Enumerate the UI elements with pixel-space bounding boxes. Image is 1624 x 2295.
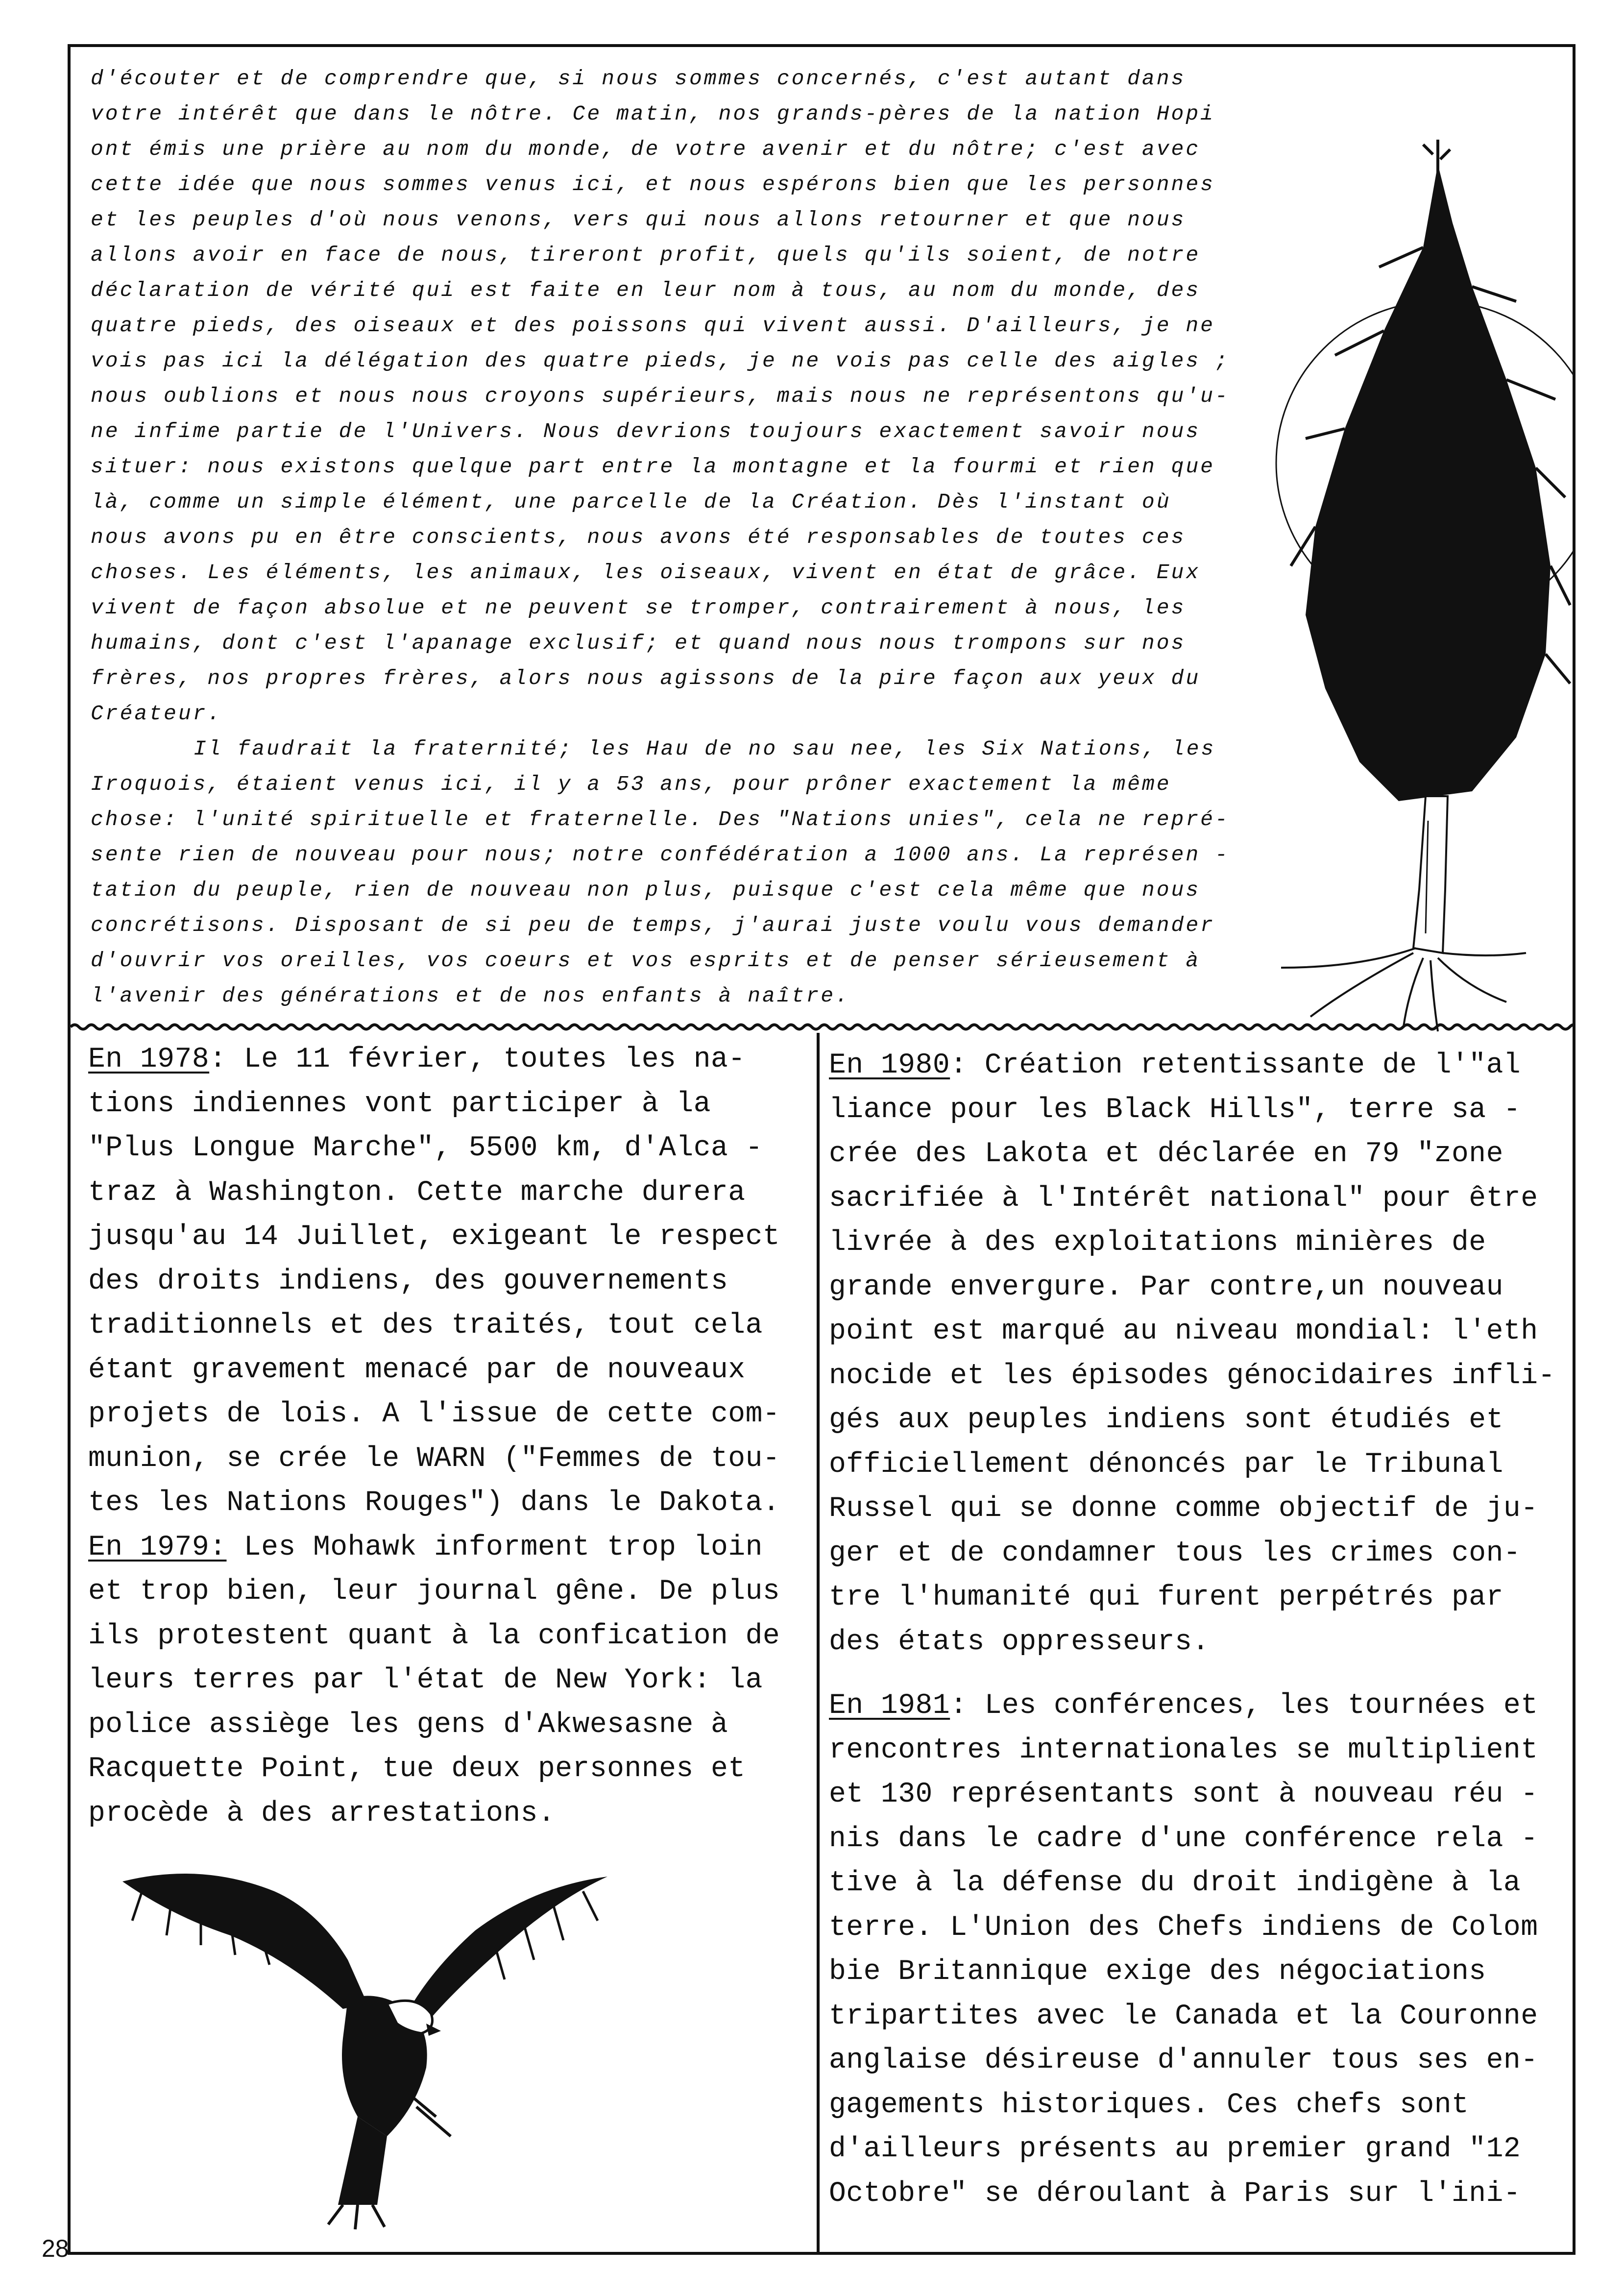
speech-section xyxy=(71,51,1570,1034)
text-line: terre. L'Union des Chefs indiens de Colom xyxy=(829,1911,1538,1944)
text-line: tions indiennes vont participer à la xyxy=(88,1088,711,1120)
text-line: Il faudrait la fraternité; les Hau de no sau nee, les Six Nations, les xyxy=(194,737,1216,761)
entry-1979-lines xyxy=(88,1570,803,1836)
text-line: et 130 représentants sont à nouveau réu - xyxy=(829,1779,1538,1810)
text-line: des droits indiens, des gouvernements xyxy=(88,1265,728,1297)
entry-date: En 1978 xyxy=(88,1044,210,1075)
text-line: là, comme un simple élément, une parcelle de la Création. Dès l'instant où xyxy=(91,490,1171,514)
text-line: votre intérêt que dans le nôtre. Ce matin, nos grands-pères de la nation Hopi xyxy=(91,102,1215,126)
entry-text: Les Mohawk informent trop loin xyxy=(226,1531,763,1563)
text-line: d'ouvrir vos oreilles, vos coeurs et vos esprits et de penser sérieusement à xyxy=(91,949,1201,973)
text-line: liance pour les Black Hills", terre sa - xyxy=(829,1094,1521,1126)
text-line: d'écouter et de comprendre que, si nous sommes concernés, c'est autant dans xyxy=(91,67,1186,91)
text-line: ils protestent quant à la confication de xyxy=(88,1620,780,1652)
text-line: leurs terres par l'état de New York: la xyxy=(88,1664,763,1696)
text-line: nous avons pu en être conscients, nous avons été responsables de toutes ces xyxy=(91,525,1186,549)
text-line: choses. Les éléments, les animaux, les oiseaux, vivent en état de grâce. Eux xyxy=(91,561,1201,585)
entry-text: : Le 11 février, toutes les na- xyxy=(209,1044,746,1075)
eagle-illustration xyxy=(113,1862,632,2234)
right-column xyxy=(829,1044,1564,2216)
text-line: rencontres internationales se multiplient xyxy=(829,1734,1538,1766)
text-line: traditionnels et des traités, tout cela xyxy=(88,1310,763,1342)
text-line: sacrifiée à l'Intérêt national" pour être xyxy=(829,1182,1538,1215)
text-line: grande envergure. Par contre,un nouveau xyxy=(829,1271,1503,1303)
text-line: tes les Nations Rouges") dans le Dakota. xyxy=(88,1487,780,1519)
text-line: tive à la défense du droit indigène à la xyxy=(829,1867,1521,1899)
text-line: Iroquois, étaient venus ici, il y a 53 ans, pour prôner exactement la même xyxy=(91,772,1171,796)
text-line: Octobre" se déroulant à Paris sur l'ini- xyxy=(829,2177,1521,2210)
text-line: l'avenir des générations et de nos enfants à naître. xyxy=(91,984,850,1008)
text-line: chose: l'unité spirituelle et fraternelle. Des "Nations unies", cela ne repré- xyxy=(91,807,1230,831)
text-line: nocide et les épisodes génocidaires infli- xyxy=(829,1360,1555,1392)
speech-text xyxy=(91,61,1261,1014)
text-line: bie Britannique exige des négociations xyxy=(829,1956,1486,1988)
text-line: ne infime partie de l'Univers. Nous devrions toujours exactement savoir nous xyxy=(91,419,1201,443)
text-line: cette idée que nous sommes venus ici, et nous espérons bien que les personnes xyxy=(91,172,1215,196)
text-line: point est marqué au niveau mondial: l'eth xyxy=(829,1316,1538,1347)
text-line: Créateur. xyxy=(91,702,222,726)
text-line: "Plus Longue Marche", 5500 km, d'Alca - xyxy=(88,1132,763,1164)
entry-1978-lines xyxy=(88,1082,803,1526)
text-line: livrée à des exploitations minières de xyxy=(829,1227,1486,1259)
left-column xyxy=(88,1038,803,1836)
text-line: officiellement dénoncés par le Tribunal xyxy=(829,1448,1503,1481)
text-line: jusqu'au 14 Juillet, exigeant le respect xyxy=(88,1221,780,1253)
text-line: concrétisons. Disposant de si peu de temps, j'aurai juste voulu vous demander xyxy=(91,913,1215,937)
text-line: projets de lois. A l'issue de cette com- xyxy=(88,1398,780,1430)
text-line: crée des Lakota et déclarée en 79 "zone xyxy=(829,1138,1503,1170)
wavy-divider xyxy=(71,1019,1573,1035)
text-line: allons avoir en face de nous, tireront profit, quels qu'ils soient, de notre xyxy=(91,243,1201,267)
entry-date: En 1979: xyxy=(88,1531,227,1563)
entry-1979 xyxy=(88,1526,803,1570)
text-line: d'ailleurs présents au premier grand "12 xyxy=(829,2133,1521,2165)
text-line: des états oppresseurs. xyxy=(829,1626,1210,1658)
text-line: munion, se crée le WARN ("Femmes de tou- xyxy=(88,1442,780,1475)
text-line: sente rien de nouveau pour nous; notre confédération a 1000 ans. La représen - xyxy=(91,843,1230,867)
column-divider xyxy=(817,1033,820,2255)
entry-date: En 1980 xyxy=(829,1050,950,1081)
text-line: nous oublions et nous nous croyons supérieurs, mais nous ne représentons qu'u- xyxy=(91,384,1230,408)
text-line: tation du peuple, rien de nouveau non plus, puisque c'est cela même que nous xyxy=(91,878,1201,902)
entry-1978 xyxy=(88,1038,803,1082)
text-line: et les peuples d'où nous venons, vers qui nous allons retourner et que nous xyxy=(91,208,1186,232)
text-line: et trop bien, leur journal gêne. De plus xyxy=(88,1576,780,1608)
text-line: déclaration de vérité qui est faite en leur nom à tous, au nom du monde, des xyxy=(91,278,1201,302)
text-line: Racquette Point, tue deux personnes et xyxy=(88,1753,746,1785)
entry-1981 xyxy=(829,1684,1564,1729)
text-line: étant gravement menacé par de nouveaux xyxy=(88,1354,746,1386)
text-line: traz à Washington. Cette marche durera xyxy=(88,1176,746,1209)
entry-text: : Création retentissante de l'"al xyxy=(950,1050,1521,1081)
text-line: Russel qui se donne comme objectif de ju- xyxy=(829,1493,1538,1525)
entry-1980 xyxy=(829,1044,1564,1088)
text-line: ont émis une prière au nom du monde, de votre avenir et du nôtre; c'est avec xyxy=(91,137,1201,161)
text-line: tre l'humanité qui furent perpétrés par xyxy=(829,1582,1503,1613)
text-line: frères, nos propres frères, alors nous agissons de la pire façon aux yeux du xyxy=(91,666,1201,690)
text-line: vois pas ici la délégation des quatre pieds, je ne vois pas celle des aigles ; xyxy=(91,349,1230,373)
text-line: situer: nous existons quelque part entre la montagne et la fourmi et rien que xyxy=(91,455,1215,479)
entry-1981-lines xyxy=(829,1729,1564,2217)
text-line: humains, dont c'est l'apanage exclusif; et quand nous nous trompons sur nos xyxy=(91,631,1186,655)
entry-1980-lines xyxy=(829,1088,1564,1665)
text-line: anglaise désireuse d'annuler tous ses en- xyxy=(829,2045,1538,2076)
text-line: gés aux peuples indiens sont étudiés et xyxy=(829,1404,1503,1436)
text-line: quatre pieds, des oiseaux et des poissons qui vivent aussi. D'ailleurs, je ne xyxy=(91,314,1215,338)
text-line: gagements historiques. Ces chefs sont xyxy=(829,2089,1469,2121)
pine-tree-illustration xyxy=(1261,125,1575,1046)
page-number: 28 xyxy=(42,2235,69,2262)
text-line: police assiège les gens d'Akwesasne à xyxy=(88,1709,728,1741)
text-line: procède à des arrestations. xyxy=(88,1797,556,1830)
text-line: ger et de condamner tous les crimes con- xyxy=(829,1537,1521,1569)
text-line: tripartites avec le Canada et la Couronne xyxy=(829,2000,1538,2032)
text-line: nis dans le cadre d'une conférence rela - xyxy=(829,1823,1538,1855)
entry-text: : Les conférences, les tournées et xyxy=(950,1690,1538,1722)
entry-date: En 1981 xyxy=(829,1690,950,1722)
text-line: vivent de façon absolue et ne peuvent se tromper, contrairement à nous, les xyxy=(91,596,1186,620)
